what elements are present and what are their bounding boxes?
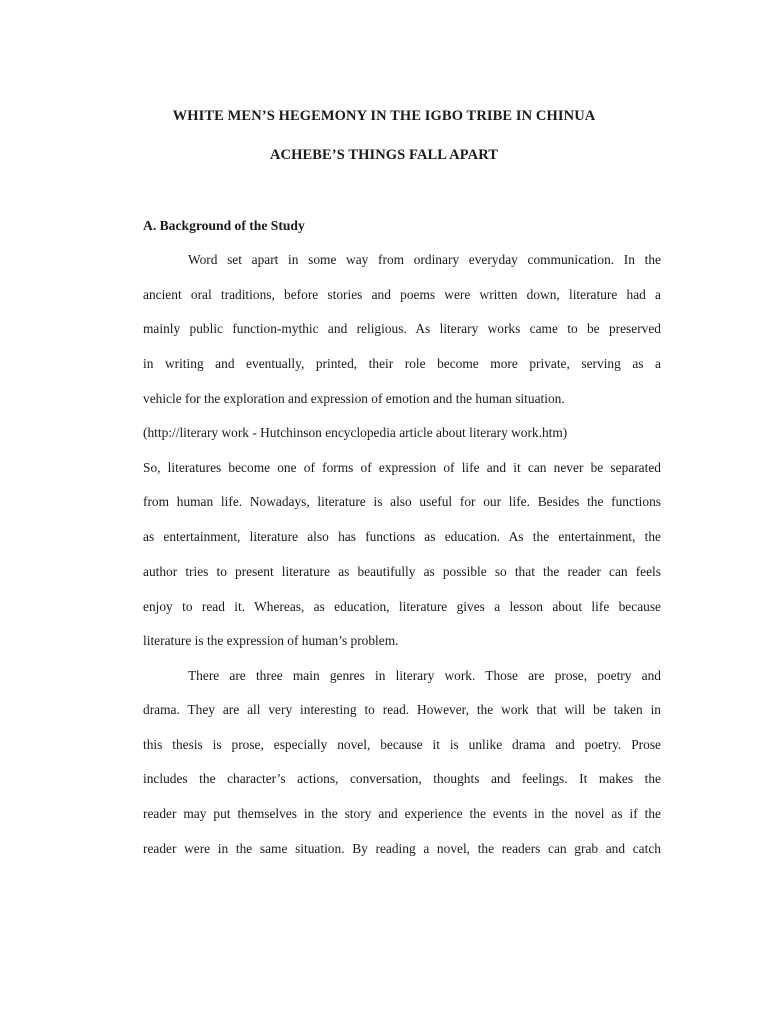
body-line: mainly public function-mythic and religious. As literary works came to be preserved (143, 321, 661, 336)
body-line: There are three main genres in literary work. Those are prose, poetry and (188, 668, 661, 683)
body-line: this thesis is prose, especially novel, because it is unlike drama and poetry. Prose (143, 737, 661, 752)
title-line-1: WHITE MEN’S HEGEMONY IN THE IGBO TRIBE IN CHINUA (172, 108, 596, 124)
body-line: as entertainment, literature also has functions as education. As the entertainment, the (143, 529, 661, 544)
section-heading: A. Background of the Study (143, 218, 305, 233)
body-line: vehicle for the exploration and expression of emotion and the human situation. (143, 391, 565, 406)
body-line: includes the character’s actions, conversation, thoughts and feelings. It makes the (143, 771, 661, 786)
body-line: ancient oral traditions, before stories and poems were written down, literature had a (143, 287, 661, 302)
body-line: from human life. Nowadays, literature is also useful for our life. Besides the functions (143, 494, 661, 509)
citation-line: (http://literary work - Hutchinson encyclopedia article about literary work.htm) (143, 425, 568, 440)
body-line: reader may put themselves in the story and experience the events in the novel as if the (143, 806, 661, 821)
body-line: So, literatures become one of forms of expression of life and it can never be separated (143, 460, 661, 475)
body-line: literature is the expression of human’s problem. (143, 633, 399, 648)
title-line-2: ACHEBE’S THINGS FALL APART (269, 147, 499, 163)
body-line: in writing and eventually, printed, their role become more private, serving as a (143, 356, 661, 371)
body-line: author tries to present literature as beautifully as possible so that the reader can feels (143, 564, 661, 579)
body-line: reader were in the same situation. By reading a novel, the readers can grab and catch (143, 841, 661, 856)
body-line: enjoy to read it. Whereas, as education, literature gives a lesson about life because (143, 599, 661, 614)
body-line: drama. They are all very interesting to read. However, the work that will be taken in (143, 702, 661, 717)
body-line: Word set apart in some way from ordinary everyday communication. In the (188, 252, 661, 267)
